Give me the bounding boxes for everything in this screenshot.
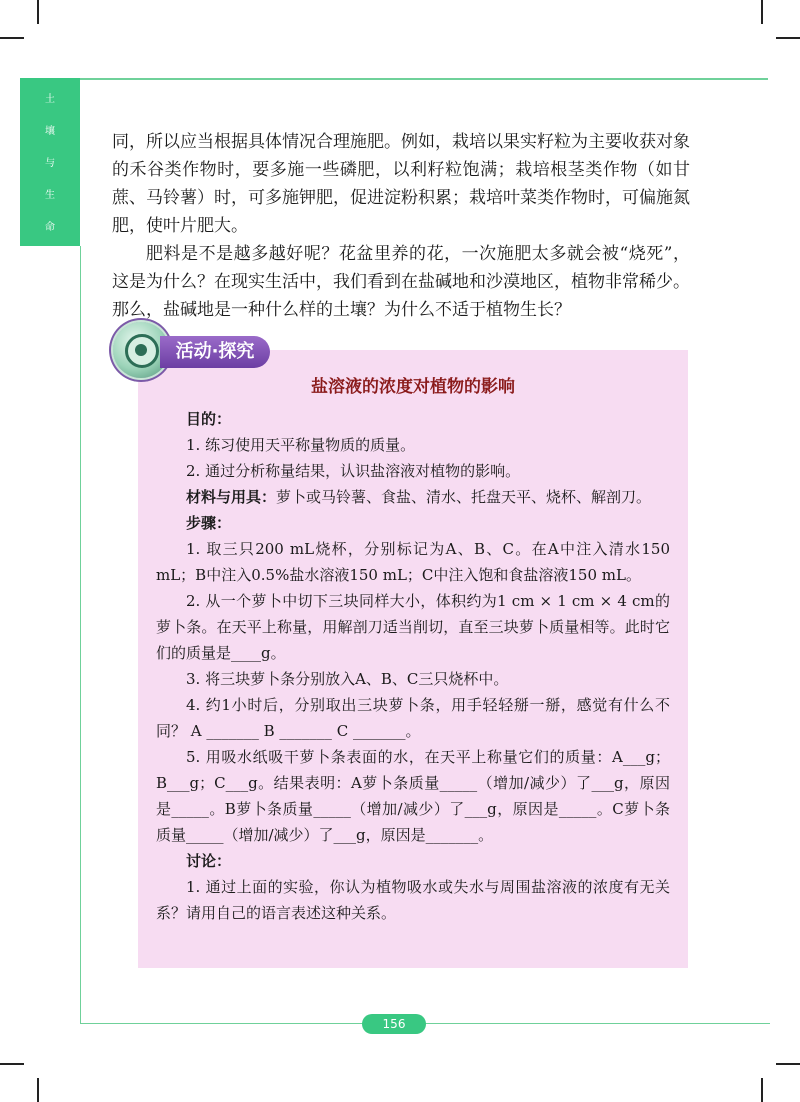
crop-mark bbox=[761, 0, 763, 24]
crop-mark bbox=[37, 1078, 39, 1102]
crop-mark bbox=[761, 1078, 763, 1102]
step-item: 5. 用吸水纸吸干萝卜条表面的水，在天平上称量它们的质量：A___g；B___g；C___g。结果表明：A萝卜条质量_____（增加/减少）了___g，原因是_____。B萝卜条质量_____（增加/减少）了___g，原因是_____。C萝卜条质量_____（增加/减少）了___g，原因是_______。 bbox=[156, 748, 670, 844]
activity-content bbox=[156, 406, 670, 926]
body-paragraph-2: 肥料是不是越多越好呢？花盆里养的花，一次施肥太多就会被“烧死”，这是为什么？在现实生活中，我们看到在盐碱地和沙漠地区，植物非常稀少。那么，盐碱地是一种什么样的土壤？为什么不适于植物生长？ bbox=[112, 244, 690, 320]
side-tab-char: 命 bbox=[45, 222, 55, 233]
crop-mark bbox=[776, 37, 800, 39]
step-item: 4. 约1小时后，分别取出三块萝卜条，用手轻轻掰一掰，感觉有什么不同？ A _______ B _______ C _______。 bbox=[156, 696, 670, 740]
discussion-heading: 讨论： bbox=[186, 852, 232, 870]
materials-line bbox=[156, 484, 670, 510]
side-tab-char: 生 bbox=[45, 190, 55, 201]
page-number: 156 bbox=[362, 1014, 426, 1034]
purpose-heading: 目的： bbox=[186, 410, 232, 428]
activity-badge-label: 活动·探究 bbox=[160, 336, 270, 368]
side-tab-char: 与 bbox=[45, 158, 55, 169]
chapter-side-tab bbox=[20, 78, 80, 246]
crop-mark bbox=[0, 1063, 24, 1065]
step-item: 1. 取三只200 mL烧杯，分别标记为A、B、C。在A中注入清水150 mL；B中注入0.5%盐水溶液150 mL；C中注入饱和食盐溶液150 mL。 bbox=[156, 540, 670, 584]
step-item: 3. 将三块萝卜条分别放入A、B、C三只烧杯中。 bbox=[186, 670, 509, 688]
body-paragraph-1: 同，所以应当根据具体情况合理施肥。例如，栽培以果实籽粒为主要收获对象的禾谷类作物时，要多施一些磷肥，以利籽粒饱满；栽培根茎类作物（如甘蔗、马铃薯）时，可多施钾肥，促进淀粉积累；栽培叶菜类作物时，可偏施氮肥，使叶片肥大。 bbox=[112, 132, 690, 236]
step-item: 2. 从一个萝卜中切下三块同样大小，体积约为1 cm × 1 cm × 4 cm的萝卜条。在天平上称量，用解剖刀适当削切，直至三块萝卜质量相等。此时它们的质量是____g。 bbox=[156, 592, 670, 662]
materials-text: 萝卜或马铃薯、食盐、清水、托盘天平、烧杯、解剖刀。 bbox=[276, 488, 652, 506]
materials-heading: 材料与用具： bbox=[186, 488, 277, 506]
side-rule bbox=[80, 246, 81, 1024]
crop-mark bbox=[37, 0, 39, 24]
crop-mark bbox=[0, 37, 24, 39]
steps-heading: 步骤： bbox=[186, 514, 232, 532]
side-tab-char: 土 bbox=[45, 94, 55, 105]
purpose-item: 1. 练习使用天平称量物质的质量。 bbox=[186, 436, 416, 454]
crop-mark bbox=[776, 1063, 800, 1065]
side-tab-char: 壤 bbox=[45, 126, 55, 137]
purpose-item: 2. 通过分析称量结果，认识盐溶液对植物的影响。 bbox=[186, 462, 521, 480]
header-rule bbox=[20, 78, 768, 80]
discussion-item: 1. 通过上面的实验，你认为植物吸水或失水与周围盐溶液的浓度有无关系？请用自己的语言表述这种关系。 bbox=[156, 878, 670, 922]
activity-title: 盐溶液的浓度对植物的影响 bbox=[311, 377, 515, 397]
